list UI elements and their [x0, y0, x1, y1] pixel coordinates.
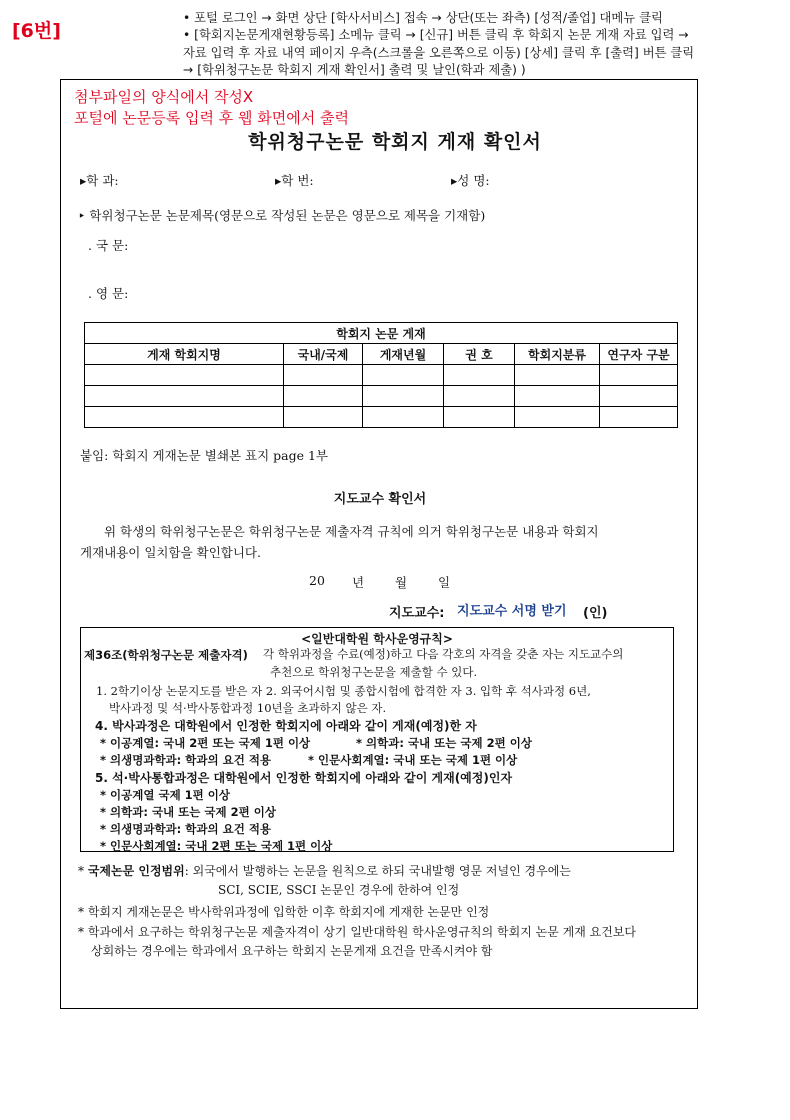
rule-item-5-med: * 의학과: 국내 또는 국제 2편 이상 — [100, 805, 276, 819]
table-row — [85, 386, 678, 407]
rule-item-4-biomed: * 의생명과학과: 학과의 요건 적용 — [100, 753, 272, 767]
instruction-line: • [학회지논문게재현황등록] 소메뉴 클릭 → [신규] 버튼 클릭 후 학회지 논문 게재 자료 입력 → — [183, 28, 689, 43]
col-volume: 권 호 — [444, 344, 515, 365]
col-domestic-intl: 국내/국제 — [284, 344, 363, 365]
confirmation-text-1: 위 학생의 학위청구논문은 학위청구논문 제출자격 규칙에 의거 학위청구논문 내용과 학회지 — [104, 524, 599, 539]
seal-mark: (인) — [583, 606, 608, 621]
instruction-line: • 포털 로그인 → 화면 상단 [학사서비스] 접속 → 상단(또는 좌측) [성적/졸업] 대메뉴 클릭 — [183, 11, 663, 25]
article-head: 제36조(학위청구논문 제출자격) — [84, 648, 248, 662]
footnote-department-rule-cont: 상회하는 경우에는 학과에서 요구하는 학회지 논문게재 요건을 만족시켜야 함 — [91, 944, 493, 958]
korean-title-label: . 국 문: — [88, 238, 129, 253]
english-title-label: . 영 문: — [88, 286, 129, 301]
footnote-doctoral-only: * 학회지 게재논문은 박사학위과정에 입학한 이후 학회지에 게재한 논문만 인정 — [78, 905, 490, 919]
attachment-note: 붙임: 학회지 게재논문 별쇄본 표지 page 1부 — [80, 448, 328, 463]
footnote-intl-text: : 외국에서 발행하는 논문을 원칙으로 하되 국내발행 영문 저널인 경우에는 — [184, 864, 571, 878]
article-text-1: 각 학위과정을 수료(예정)하고 다음 각호의 자격을 갖춘 자는 지도교수의 — [263, 647, 624, 661]
name-label: ▸성 명: — [451, 173, 490, 188]
note-line-2: 포털에 논문등록 입력 후 웹 화면에서 출력 — [74, 109, 349, 127]
instruction-line: → [학위청구논문 학회지 게재 확인서] 출력 및 날인(학과 제출) ) — [183, 63, 526, 78]
rule-items-1-3-cont: 박사과정 및 석·박사통합과정 10년을 초과하지 않은 자. — [109, 701, 387, 715]
footnote-star: * — [78, 864, 84, 878]
date-day-unit: 일 — [438, 575, 451, 590]
note-line-1: 첨부파일의 양식에서 작성X — [74, 88, 254, 106]
rule-item-4: 4. 박사과정은 대학원에서 인정한 학회지에 아래와 같이 게재(예정)한 자 — [95, 719, 477, 733]
section-tag: [6번] — [12, 20, 61, 42]
footnote-intl-bold: 국제논문 인정범위 — [87, 864, 185, 878]
thesis-title-label: ‣ 학위청구논문 논문제목(영문으로 작성된 논문은 영문으로 제목을 기재함) — [78, 208, 486, 223]
rule-item-5: 5. 석·박사통합과정은 대학원에서 인정한 학회지에 아래와 같이 게재(예정)인자 — [95, 771, 513, 785]
publication-table — [84, 322, 678, 428]
footnote-intl-range — [78, 862, 571, 879]
rule-item-5-humanities: * 인문사회계열: 국내 2편 또는 국제 1편 이상 — [100, 839, 333, 853]
date-year: 20 — [309, 573, 325, 588]
advisor-section-title: 지도교수 확인서 — [333, 492, 427, 507]
instructions — [183, 10, 783, 80]
footnote-department-rule: * 학과에서 요구하는 학위청구논문 제출자격이 상기 일반대학원 학사운영규칙의 학회지 논문 게재 요건보다 — [78, 925, 637, 939]
rule-item-5-eng: * 이공계열 국제 1편 이상 — [100, 788, 231, 802]
col-author-type: 연구자 구분 — [600, 344, 678, 365]
form-title: 학위청구논문 학회지 게재 확인서 — [248, 131, 542, 153]
date-month-unit: 월 — [395, 575, 408, 590]
col-journal-name: 게재 학회지명 — [85, 344, 284, 365]
confirmation-text-2: 게재내용이 일치함을 확인합니다. — [80, 545, 261, 560]
advisor-sign-note: 지도교수 서명 받기 — [457, 604, 567, 619]
table-row — [85, 407, 678, 428]
rule-items-1-3: 1. 2학기이상 논문지도를 받은 자 2. 외국어시험 및 종합시험에 합격한 자 3. 입학 후 석사과정 6년, — [96, 684, 591, 698]
rules-title: <일반대학원 학사운영규칙> — [301, 632, 453, 646]
rule-item-4-eng: * 이공계열: 국내 2편 또는 국제 1편 이상 — [100, 736, 311, 750]
rule-item-4-humanities: * 인문사회계열: 국내 또는 국제 1편 이상 — [308, 753, 518, 767]
instruction-line: 자료 입력 후 자료 내역 페이지 우측(스크롤을 오른쪽으로 이동) [상세] 클릭 후 [출력] 버튼 클릭 — [183, 45, 695, 60]
advisor-label: 지도교수: — [389, 606, 445, 621]
rule-item-5-biomed: * 의생명과학과: 학과의 요건 적용 — [100, 822, 272, 836]
col-journal-class: 학회지분류 — [515, 344, 600, 365]
article-text-2: 추천으로 학위청구논문을 제출할 수 있다. — [270, 665, 478, 679]
date-year-unit: 년 — [352, 575, 365, 590]
footnote-intl-text-2: SCI, SCIE, SSCI 논문인 경우에 한하여 인정 — [218, 883, 460, 897]
table-caption: 학회지 논문 게재 — [85, 323, 678, 344]
student-id-label: ▸학 번: — [275, 173, 314, 188]
table-row — [85, 365, 678, 386]
rule-item-4-med: * 의학과: 국내 또는 국제 2편 이상 — [356, 736, 532, 750]
col-pub-date: 게재년월 — [363, 344, 444, 365]
dept-label: ▸학 과: — [80, 173, 119, 188]
